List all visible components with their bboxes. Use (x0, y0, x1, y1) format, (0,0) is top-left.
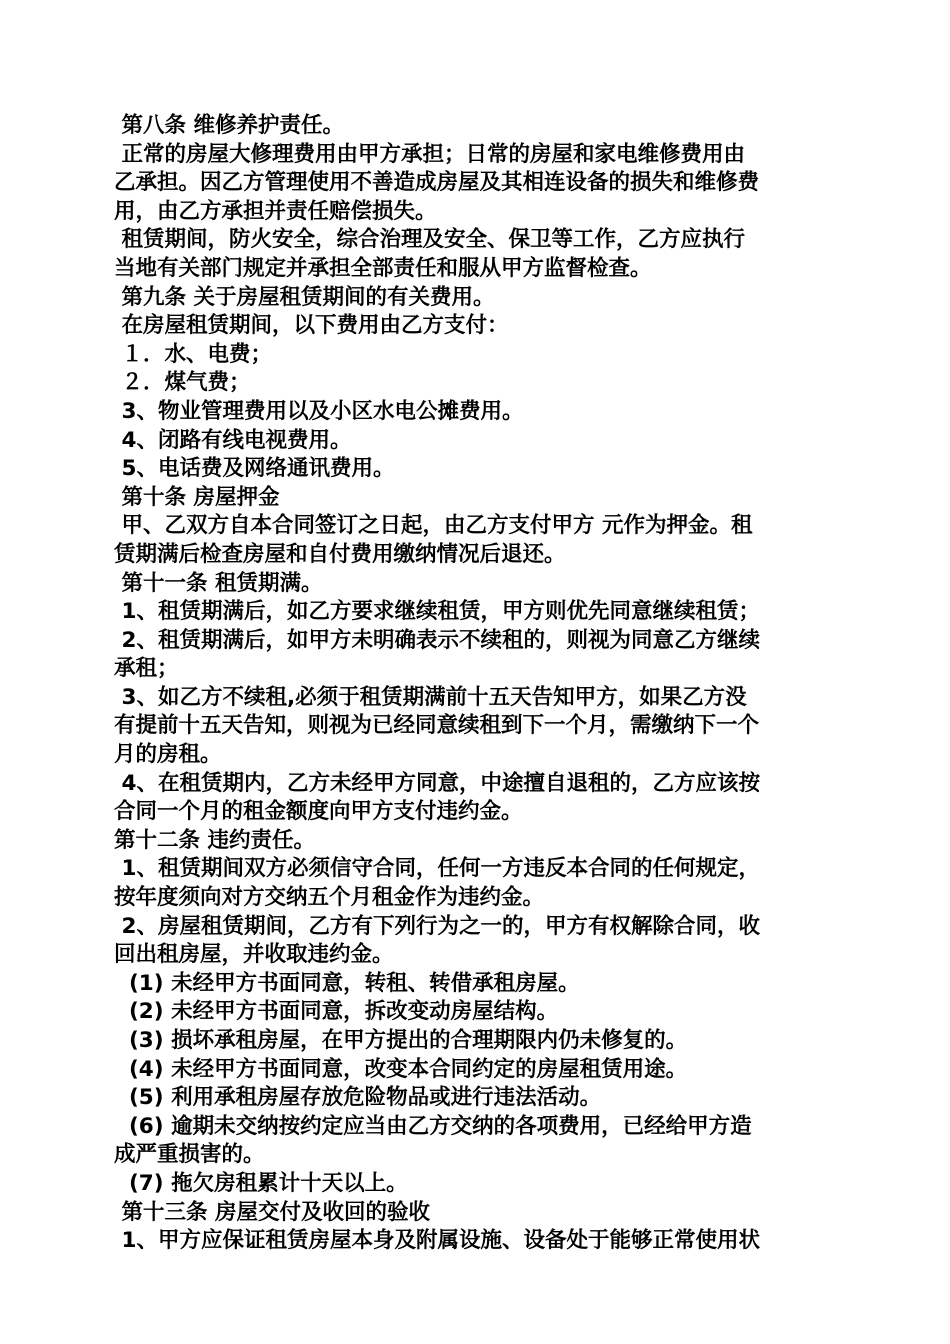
text-line: 第十条 房屋押金 (114, 484, 280, 510)
text-line: 乙承担。因乙方管理使用不善造成房屋及其相连设备的损失和维修费 (114, 170, 760, 196)
text-line: 第八条 维修养护责任。 (114, 113, 344, 138)
text-line: 成严重损害的。 (114, 1142, 265, 1168)
text-line: (1) 未经甲方书面同意，转租、转借承租房屋。 (114, 970, 580, 996)
text-line: 4、闭路有线电视费用。 (114, 427, 352, 453)
text-line: 月的房租。 (114, 742, 222, 768)
text-line: 3、如乙方不续租,必须于租赁期满前十五天告知甲方，如果乙方没 (114, 684, 747, 710)
text-line: 当地有关部门规定并承担全部责任和服从甲方监督检查。 (114, 255, 652, 281)
text-line: (2) 未经甲方书面同意，拆改变动房屋结构。 (114, 999, 559, 1025)
text-line: (5) 利用承租房屋存放危险物品或进行违法活动。 (114, 1085, 602, 1111)
text-line: 第十一条 租赁期满。 (114, 570, 323, 596)
text-line: 合同一个月的租金额度向甲方支付违约金。 (114, 799, 523, 825)
text-line: ２．煤气费； (114, 370, 251, 396)
text-line: (6) 逾期未交纳按约定应当由乙方交纳的各项费用，已经给甲方造 (114, 1113, 752, 1139)
text-line: (3) 损坏承租房屋，在甲方提出的合理期限内仍未修复的。 (114, 1028, 688, 1053)
text-line: 2、房屋租赁期间，乙方有下列行为之一的，甲方有权解除合同，收 (114, 913, 760, 939)
text-line: 3、物业管理费用以及小区水电公摊费用。 (114, 398, 524, 424)
text-line: (4) 未经甲方书面同意，改变本合同约定的房屋租赁用途。 (114, 1056, 688, 1082)
text-line: 4、在租赁期内，乙方未经甲方同意，中途擅自退租的，乙方应该按 (114, 770, 760, 796)
text-line: １．水、电费； (114, 341, 272, 367)
document-body (114, 112, 844, 1256)
text-line: 回出租房屋，并收取违约金。 (114, 942, 394, 968)
text-line: 按年度须向对方交纳五个月租金作为违约金。 (114, 885, 545, 911)
text-line: (7) 拖欠房租累计十天以上。 (114, 1170, 408, 1196)
text-line: 2、租赁期满后，如甲方未明确表示不续租的，则视为同意乙方继续 (114, 627, 760, 653)
text-line: 赁期满后检查房屋和自付费用缴纳情况后退还。 (114, 541, 566, 567)
text-line: 用，由乙方承担并责任赔偿损失。 (114, 198, 437, 224)
text-line: 1、租赁期满后，如乙方要求继续租赁，甲方则优先同意继续租赁； (114, 599, 760, 625)
text-line: 甲、乙双方自本合同签订之日起，由乙方支付甲方 元作为押金。租 (114, 513, 753, 539)
text-line: 正常的房屋大修理费用由甲方承担；日常的房屋和家电维修费用由 (114, 141, 745, 167)
text-line: 第十三条 房屋交付及收回的验收 (114, 1199, 430, 1225)
text-line: 5、电话费及网络通讯费用。 (114, 456, 395, 482)
text-line: 1、租赁期间双方必须信守合同，任何一方违反本合同的任何规定， (114, 856, 760, 882)
text-line: 租赁期间，防火安全，综合治理及安全、保卫等工作，乙方应执行 (114, 227, 745, 253)
text-line: 有提前十五天告知，则视为已经同意续租到下一个月，需缴纳下一个 (114, 713, 760, 739)
text-line: 承租； (114, 656, 179, 682)
text-line: 1、甲方应保证租赁房屋本身及附属设施、设备处于能够正常使用状 (114, 1228, 760, 1254)
text-line: 第十二条 违约责任。 (114, 827, 315, 853)
text-line: 第九条 关于房屋租赁期间的有关费用。 (114, 284, 495, 310)
text-line: 在房屋租赁期间，以下费用由乙方支付： (114, 313, 509, 339)
